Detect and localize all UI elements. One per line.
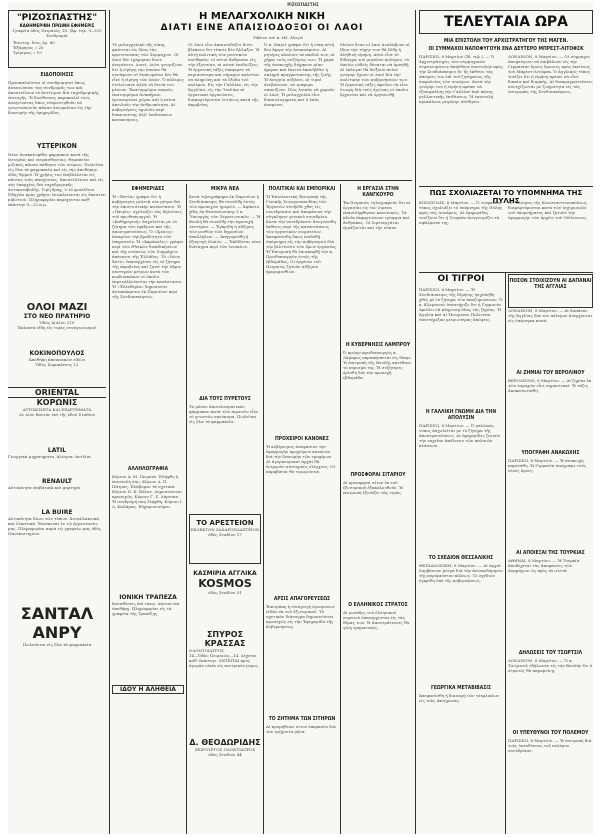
ad-anry: ΑΝΡΥ <box>32 623 82 642</box>
ad-koronis: ΚΟΡΩΝΙΣ <box>36 398 78 407</box>
right-sub2: ΟΙ ΣΥΜΜΑΧΟΙ ΝΑΠΟΦΥΓΟΥΝ ΕΝΑ ΔΕΥΤΕΡΟ ΜΠΡΕΣΤ-ΛΙΤΟΦΣΚ <box>428 46 584 52</box>
masthead-address: Γραφεῖα ὁδὸς Πειραιῶς 18. (Ἀρ. τηλ. 9—03) Συνδρομαὶ <box>12 28 102 38</box>
ad-spyros-krassas: ΣΠΥΡΟΣ ΚΡΑΣΣΑΣ <box>204 630 246 648</box>
ad-grafeio: ΚΟΚΙΝΟΠΟΥΛΟΣ <box>29 350 85 357</box>
middle-col-4: Η ΕΡΓΑΣΙΑ ΣΤΗΝ ΚΑΝΓΚΟΥΡΟ Ἐκ Πειραιῶς τηλεγραφοῦν ὅτι αἱ ἐργασίαι εἰς τὸν λιμένα ἐπανελήφθησαν κανονικῶς. Τὰ πλοῖα ἐκφορτώνουν τρόφιμα καὶ ἄνθρακας. Οἱ λιμενεργάται ἐργάζονται καὶ τὴν νύκτα. Η ΚΥΒΕΡΝΗΣΙΣ ΛΑΜΠΡΟΥ Ὁ πρώην πρωθυπουργὸς κ. Λάμπρος παραπέμπεται εἰς δίκην. Ἡ ἐπιτροπὴ τῆς Βουλῆς κατέθεσε τὸ πόρισμά της. Ἡ συζήτησις ὁρίσθη διὰ τὴν προσεχῆ ἑβδομάδα. ΠΡΟΣΦΟΡΑΙ ΣΙΤΑΡΙΟΥ Αἱ προσφοραὶ σίτου ἐκ τοῦ ἐξωτερικοῦ ἐξακολουθοῦν. Ἡ ἐπιτροπὴ ἐξετάζει τὰς τιμάς. Ο ΕΛΛΗΝΙΚΟΣ ΣΤΡΑΤΟΣ Αἱ μονάδες τοῦ ἑλληνικοῦ στρατοῦ ἐπανέρχονται εἰς τὰς ἕδρας των. Ἡ ἀποστράτευσις θὰ γίνῃ τμηματικῶς. <box>343 186 412 630</box>
ad-kasmiria: ΚΑΣΜΙΡΙΑ ΑΓΓΛΙΚΑ <box>193 570 257 577</box>
ad-oriental: ORIENTAL <box>8 387 106 398</box>
section-efimerides: ΕΦΗΜΕΡΙΔΕΣ <box>131 186 165 192</box>
right-sub1: ΜΙΑ ΕΠΙΣΤΟΛΗ ΤΟΥ ΑΡΧΙΣΤΡΑΤΗΓΟΥ ΤΗΣ ΜΑΓΕΝ. <box>443 38 569 44</box>
masthead-subtitle: ΚΑΘΗΜΕΡΙΝΗ ΠΡΩΙΝΗ ΕΦΗΜΕΡΙΣ <box>19 23 95 28</box>
lead-subheadline: ΔΙΑΤΙ ΕΙΝΕ ΑΠΑΙΣΙΟΔΟΞΟΙ ΟΙ ΛΑΟΙ <box>160 23 364 33</box>
lead-col-1: Τὸ μελαγχολικὸ τῆς νίκης φαίνεται εἰς ὅλας τὰς πρωτευούσας τῶν Συμμάχων. Οἱ λαοὶ δὲν ἐχάρησαν ὅσον ἀνεμένετο. Διατί; Διότι γνωρίζουν ὅτι ἡ εἰρήνη τὴν ὁποίαν θὰ συνάψουν οἱ διπλωμάται δὲν θὰ εἶνε ἡ εἰρήνη τῶν λαῶν. Ὁ πόλεμος ἐτελείωσεν ἀλλὰ τὰ δεινὰ του μένουν. Ἑκατομμύρια νεκρῶν, ἑκατομμύρια ἀναπήρων, ἐρειπωμέναι χῶραι καὶ ἡ πείνα ἀπειλοῦν τὴν ἀνθρωπότητα. Αἱ κυβερνήσεις ὁμιλοῦν περὶ δικαιοσύνης ἀλλ' ἐπιδιώκουν κατακτήσεις. <box>112 42 184 122</box>
section-mikra-nea: ΜΙΚΡΑ ΝΕΑ <box>210 186 240 192</box>
middle-col-3: ΠΟΛΙΤΙΚΑΙ ΚΑΙ ΕΜΠΟΡΙΚΑΙ Ἡ Ἐκτελεστικὴ Ἐπιτροπὴ τῆς Γενικῆς Συνομοσπονδίας τῶν Ἐργατῶν συνῆλθε χθὲς εἰς συνεδρίασιν καὶ ἀπεφάσισε τὴν σύγκλησιν γενικοῦ συνεδρίου. Κατὰ τὴν συνεδρίασιν ἀνεγνώσθη ἔκθεσις περὶ τῆς καταστάσεως τῶν ἐργατικῶν σωματείων. Ἀπεφασίσθη ὅπως ἐπιδοθῇ ὑπόμνημα εἰς τὴν κυβέρνησιν διὰ τὴν βελτίωσιν τῶν ὅρων ἐργασίας. Ἡ Ἐπιτροπὴ θὰ ἐπισκεφθῇ τὸν κ. Πρωθυπουργὸν ἐντὸς τῆς ἑβδομάδος. Οἱ ἐργάται τοῦ Πειραιῶς ζητοῦν αὔξησιν ἡμερομισθίων. ΠΡΟΧΕΙΡΟΙ ΚΑΝΟΝΕΣ Ἡ κυβέρνησις ἀπεφάσισε τὴν ἐφαρμογὴν προχείρων κανόνων διὰ τὴν διανομὴν τῶν τροφίμων. Αἱ ἀγορανομικαὶ ἀρχαὶ θὰ ἐνεργοῦν αὐστηροὺς ἐλέγχους. Οἱ παραβάται θὰ τιμωρῶνται. ΑΡΣΙΣ ΑΠΑΓΟΡΕΥΣΕΩΣ Ἐπετράπη ἡ εἰσαγωγὴ ὡρισμένων εἰδῶν ἐκ τοῦ ἐξωτερικοῦ. Τὸ σχετικὸν διάταγμα δημοσιεύεται προσεχῶς εἰς τὴν Ἐφημερίδα τῆς Κυβερνήσεως. ΤΟ ΖΗΤΗΜΑ ΤΩΝ ΣΙΤΗΡΩΝ Αἱ προμήθειαι σίτου ἐπαρκοῦν διὰ τὸν τρέχοντα μῆνα. <box>266 186 338 734</box>
right-sec-tigroi: ΟΙ ΤΙΓΡΟΙ <box>437 274 485 284</box>
right-top-col-1: ΠΑΡΙΣΙΟΙ, 8 Μαρτίου (Ἰδ. τηλ.). — Ὁ ἀρχιστράτηγος τῶν συμμαχικῶν στρατευμάτων ἀπηύθυνε ἐπιστολὴν πρὸς τὴν Συνδιάσκεψιν δι' ἧς ἐκθέτει τὰς ἀπόψεις του ἐπὶ τοῦ ζητήματος τῆς ἀσφαλείας τῶν συνόρων. Κατὰ τὴν γνώμην του ἡ εἰρήνη πρέπει νὰ ἐξασφαλίσῃ τὴν Γαλλίαν ἀπὸ πάσης μελλοντικῆς ἐπιθέσεως. Ἡ ἐπιστολὴ προκάλεσε μεγάλην αἴσθησιν. <box>419 54 503 104</box>
ad-renault: RENAULT <box>42 478 72 485</box>
newspaper-page <box>8 2 593 834</box>
right-lower-col-1: ΠΑΡΙΣΙΟΙ, 8 Μαρτίου. — Ἡ Συνδιάσκεψις τῆς Εἰρήνης ἠσχολήθη χθὲς μὲ τὸ ζήτημα τῶν ἀποζημιώσεων. Ὁ κ. Κλεμανσὼ ὑπεστήριξε ὅτι ἡ Γερμανία ὀφείλει νὰ πληρώσῃ ὅλας τὰς ζημίας. Ἡ Ἀγγλία καὶ αἱ Ἡνωμέναι Πολιτεῖαι ὑπεστήριξαν μετριωτέρας ἀπόψεις. Η ΓΑΛΛΙΚΗ ΓΝΩΜΗ ΔΙΑ ΤΗΝ ΑΠΟΛΥΣΙΝ ΠΑΡΙΣΙΟΙ, 8 Μαρτίου. — Ὁ γαλλικὸς τύπος ἀσχολεῖται μὲ τὸ ζήτημα τῆς ἀποστρατεύσεως. Αἱ ἐφημερίδες ζητοῦν τὴν ταχεῖαν ἀπόλυσιν τῶν παλαιῶν κλάσεων. ΤΟ ΣΧΕΔΙΟΝ ΘΕΣΣΑΛΙΚΗΣ ΘΕΣΣΑΛΟΝΙΚΗ, 8 Μαρτίου. — Αἱ ἀρχαὶ λαμβάνουν μέτρα διὰ τὴν ἀνοικοδόμησιν τῆς πυρικαύστου πόλεως. Τὸ σχέδιον ἐγκρίθη ὑπὸ τῆς κυβερνήσεως. ΓΕΩΡΓΙΚΑ ΜΕΤΑΒΙΒΑΣΙΣ Ἀπεφασίσθη ἡ διανομὴ τῶν τσιφλικίων εἰς τοὺς ἀκτήμονας. <box>419 287 503 703</box>
section-politikai: ΠΟΛΙΤΙΚΑΙ ΚΑΙ ΕΜΠΟΡΙΚΑΙ <box>268 186 336 192</box>
right-sec-anakochi: ΥΠΟΓΡΑΦΗ ΑΝΑΚΩΧΗΣ <box>521 450 580 456</box>
right-sec-zimiai: ΑΙ ΖΗΜΙΑΙ ΤΟΥ ΒΕΡΟΛΙΝΟΥ <box>516 370 585 376</box>
ad-pratirio: ΣΤΟ ΝΕΟ ΠΡΑΤΗΡΙΟ <box>23 313 91 320</box>
right-sec-ypeythynoi: ΟΙ ΥΠΕΥΘΥΝΟΙ ΤΟΥ ΠΟΛΕΜΟΥ <box>512 730 589 736</box>
lead-byline: Τάδεια τοῦ κ. Ηλ. Μαγιέ <box>252 35 304 40</box>
right-headline-3: Η ΓΑΛΛΙΚΗ ΓΝΩΜΗ ΔΙΑ ΤΗΝ ΑΠΟΛΥΣΙΝ <box>425 409 497 421</box>
right-top-col-2: ΛΟΝΔΙΝΟΝ, 8 Μαρτίου. — Οἱ σύμμαχοι ἀποφεύγουν νὰ ἐπιβάλουν εἰς τὴν Γερμανίαν ὅρους ὅμοιους πρὸς ἐκείνους τοῦ Μπρέστ-Λιτόφσκ. Ὁ ἀγγλικὸς τύπος τονίζει ὅτι ἡ εἰρήνη πρέπει νὰ εἶνε δικαία καὶ διαρκής. Αἱ διαπραγματεύσεις συνεχίζονται μὲ ζωηρότητα εἰς τὰς ἐπιτροπὰς τῆς Συνδιασκέψεως. <box>508 54 593 94</box>
lead-headline: Η ΜΕΛΑΓΧΟΛΙΚΗ ΝΙΚΗ <box>199 11 325 22</box>
ad-theodoridis: Δ. ΘΕΟΔΩΡΙΔΗΣ <box>189 738 261 747</box>
right-lower-col-2: ΠΟΣΟΝ ΣΤΟΙΧΙΖΟΥΝ ΑΙ ΔΑΠΑΝΑΙ ΤΗΣ ΑΓΓΛΙΑΣ ΛΟΝΔΙΝΟΝ, 8 Μαρτίου. — Αἱ δαπάναι τῆς Ἀγγλίας διὰ τὸν πόλεμον ἀνέρχονται εἰς ὑπέρογκα ποσά. ΑΙ ΖΗΜΙΑΙ ΤΟΥ ΒΕΡΟΛΙΝΟΥ ΒΕΡΟΛΙΝΟΝ, 8 Μαρτίου. — Αἱ ζημίαι ἐκ τῶν ταραχῶν εἶνε σημαντικαί. Ἡ τάξις ἀποκατεστάθη. ΥΠΟΓΡΑΦΗ ΑΝΑΚΩΧΗΣ ΠΑΡΙΣΙΟΙ, 8 Μαρτίου. — Ἡ ἀνακωχὴ παρετάθη. Ἡ Γερμανία ὑπέγραψε τοὺς νέους ὅρους. ΑΙ ΑΠΟΙΕΞΑΙ ΤΗΣ ΤΟΥΡΚΙΑΣ ΑΘΗΝΑΙ, 8 Μαρτίου. — Ἡ Τουρκία ἀποδέχεται τὰς ἀποφάσεις τῶν Συμμάχων ὡς πρὸς τὰ στενά. ΔΗΛΩΣΕΙΣ ΤΟΥ ΤΣΩΡΤΣΙΛ ΛΟΝΔΙΝΟΝ, 8 Μαρτίου. — Ὁ κ. Τσώρτσιλ ἐδήλωσεν εἰς τὴν Βουλὴν ὅτι ὁ στρατὸς θὰ παραμείνῃ. ΟΙ ΥΠΕΥΘΥΝΟΙ ΤΟΥ ΠΟΛΕΜΟΥ ΠΑΡΙΣΙΟΙ, 8 Μαρτίου. — Ἡ ἐπιτροπὴ διὰ τοὺς ὑπευθύνους τοῦ πολέμου συνεδρίασε. <box>508 274 593 834</box>
lead-col-3: Ὁ κ. Μαγιὲ γράφει ὅτι ἡ νίκη αὐτὴ δὲν ἔφερε τὴν ἀνακούφισιν. Αἱ μητέρες κλαίουν τὰ παιδιά των, αἱ χῆραι τοὺς συζύγους των. Ἡ χαρὰ τῆς ἀνακωχῆς διήρκεσε μίαν ἡμέραν καὶ ἔπειτα ἐπανῆλθεν ἡ σκληρὰ πραγματικότης τῆς ζωῆς. Ἡ ἀνεργία αὐξάνει, αἱ τιμαὶ ἀνεβαίνουν, τὰ τρόφιμα σπανίζουν. Πῶς λοιπὸν νὰ χαροῦν οἱ λαοί; Ἡ μελαγχολία εἶνε δικαιολογημένη καὶ ὁ λαὸς ἀναμένει. <box>264 42 335 107</box>
ad-oloi-mazi: ΟΛΟΙ ΜΑΖΙ <box>26 302 88 313</box>
right-headline-2: ΠΩΣ ΣΧΟΛΙΑΖΕΤΑΙ ΤΟ ΥΠΟΜΝΗΜΑ ΤΗΣ ΠΥΛΗΣ <box>429 189 583 205</box>
lead-col-2: Οἱ λαοὶ εἶνε ἀπαισιόδοξοι διότι βλέπουν ὅτι τίποτε δὲν ἤλλαξεν. Ἡ αὐτὴ πολιτικὴ τῶν μυστικῶν συνθηκῶν, οἱ αὐτοὶ ἄνθρωποι εἰς τὴν ἐξουσίαν, αἱ αὐταὶ ἐπιδιώξεις. Ἡ ἐργατικὴ τάξις ὑπέφερεν τὰ περισσότερα καὶ σήμερον καλεῖται νὰ πληρώσῃ καὶ τὰ ἔξοδα τοῦ πολέμου. Εἰς τὴν Γαλλίαν, εἰς τὴν Ἀγγλίαν, εἰς τὴν Ἰταλίαν αἱ ἐργατικαὶ ὀργανώσεις διαμαρτύρονται ἐντόνως κατὰ τῆς ἀκριβείας. <box>188 42 260 107</box>
right-sec-tourkia: ΑΙ ΑΠΟΙΕΞΑΙ ΤΗΣ ΤΟΥΡΚΙΑΣ <box>516 550 585 556</box>
ad-ionian-bank: ΙΟΝΙΚΗ ΤΡΑΠΕΖΑ <box>119 594 177 601</box>
masthead-title: "ΡΙΖΟΣΠΑΣΤΗΣ" <box>16 13 98 23</box>
right-headline-box <box>419 10 593 34</box>
right-sec-tsortsil: ΔΗΛΩΣΕΙΣ ΤΟΥ ΤΣΩΡΤΣΙΛ <box>518 650 583 656</box>
lead-col-4: Μόνον ὅταν οἱ λαοὶ ἀναλάβουν οἱ ἴδιοι τὴν τύχην των θὰ ἔλθῃ ἡ ἀληθινὴ εἰρήνη. Αὐτὸ εἶνε τὸ δίδαγμα τοῦ μεγάλου πολέμου, τὸ ὁποῖον οὐδεὶς δύναται νὰ ἀρνηθῇ. Αἱ ἐκλογαὶ θὰ δείξουν ποίαν γνώμην ἔχουν οἱ λαοὶ διὰ τὴν πολιτικὴν τῶν κυβερνήσεών των. Ἡ ἐργατικὴ τάξις ὀφείλει νὰ εἶνε ἕτοιμη διὰ τοὺς ἀγῶνας οἱ ὁποῖοι ἔρχονται καὶ νὰ ὀργανωθῇ. <box>340 42 410 97</box>
right-mid-col-2: Οἱ Ἕλληνες τῆς Κωνσταντινουπόλεως διαμαρτύρονται κατὰ τῶν ἰσχυρισμῶν τοῦ ὑπομνήματος καὶ ζητοῦν τὴν ἐφαρμογὴν τῶν ἀρχῶν τοῦ Οὐΐλσωνος. <box>508 200 588 220</box>
ad-aresteion: ΤΟ ΑΡΕΣΤΕΙΟΝ <box>196 519 254 527</box>
right-box-title: ΠΟΣΟΝ ΣΤΟΙΧΙΖΟΥΝ ΑΙ ΔΑΠΑΝΑΙ ΤΗΣ ΑΓΓΛΙΑΣ <box>509 278 592 290</box>
middle-col-1: ΕΦΗΜΕΡΙΔΕΣ Ἡ «Ἑστία» γράφει ὅτι ἡ κυβέρνησις μελετᾷ νέα μέτρα διὰ τὴν ἐπισιτιστικὴν κατάστασιν. Ἡ «Πατρὶς» σχολιάζει τὰς δηλώσεις τοῦ πρωθυπουργοῦ. Ἡ «Καθημερινὴ» ἀσχολεῖται μὲ τὸ ζήτημα τῶν ἐφέδρων καὶ τῆς ἀποστρατεύσεως. Ὁ «Χρόνος» ἐπικρίνει τὴν βραδύτητα τῶν ὑπηρεσιῶν. Ἡ «Ἀκρόπολις» γράφει περὶ τῶν ἐθνικῶν διεκδικήσεων καὶ τῆς στάσεως τῶν Συμμάχων ἀπέναντι τῆς Ἑλλάδος. Τὸ «Νέον Ἄστυ» ἐπανέρχεται εἰς τὸ ζήτημα τῆς ἀκριβείας καὶ ζητεῖ τὴν λῆψιν αὐστηρῶν μέτρων κατὰ τῶν κερδοσκόπων οἱ ὁποῖοι ἐκμεταλλεύονται τὴν κατάστασιν. Ἡ «Ἐλευθερία» δημοσιεύει ἀνταπόκρισιν ἐκ Παρισίων περὶ τῆς Συνδιασκέψεως. ΑΛΛΗΛΟΓΡΑΦΙΑ Κύριον Α. Μ. Πειραιᾶ. Ἐλήφθη ἡ ἐπιστολή σας. Κύριον Δ. Π. Πάτρας. Ἐλάβομεν τὰ σχετικά. Κύριον Ν. Κ. Βόλον. Δημοσιεύεται προσεχῶς. Κύριον Γ. Σ. Λάρισαν. Ἡ συνδρομή σας ἐλήφθη. Κύριον Ι. Λ. Καλάμας. Εὐχαριστοῦμεν. ΙΟΝΙΚΗ ΤΡΑΠΕΖΑ Καταθέσεις ἐπὶ τόκῳ. Δάνεια ἐπὶ ὑποθήκῃ. Πληροφορίαι εἰς τὰ γραφεῖα τῆς Τραπέζης. ΙΔΟΥ Η ΑΛΗΘΕΙΑ <box>112 186 184 693</box>
right-headline: ΤΕΛΕΥΤΑΙΑ ΩΡΑ <box>444 14 568 30</box>
ad-santal: ΣΑΝΤΑΛ <box>20 604 94 623</box>
section-eidopoiisis: ΕΙΔΟΠΟΙΗΣΙΣ <box>40 72 74 78</box>
right-mid-col-1: ΚΩΝ/ΠΟΛΙΣ, 8 Μαρτίου. — Ὁ τουρκικὸς τύπος σχολιάζει τὸ ὑπόμνημα τῆς Πύλης πρὸς τὰς Δυνάμεις. Αἱ ἐφημερίδες τονίζουν ὅτι ἡ Τουρκία ἀναγνωρίζει τὰ σφάλματά της. <box>419 200 503 225</box>
left-column: "ΡΙΖΟΣΠΑΣΤΗΣ" ΚΑΘΗΜΕΡΙΝΗ ΠΡΩΙΝΗ ΕΦΗΜΕΡΙΣ Γραφεῖα ὁδὸς Πειραιῶς 18. (Ἀρ. τηλ. 9—03) Συνδρομαὶ Ἐσωτερ. ἔτος Δρ. 40 Ἐξάμηνος » 20 Τρίμηνος » 10 ΕΙΔΟΠΟΙΗΣΙΣ Προσκαλοῦνται οἱ συνδρομηταὶ ὅπως ἀνανεώσουν τὰς συνδρομάς των καὶ ἀποστείλουν τὸ ἀντίτιμον διὰ ταχυδρομικῆς ἐπιταγῆς. Ἡ διεύθυνσις παρακαλεῖ τοὺς ἀναγνώστας ὅπως εὐαρεστηθοῦν νὰ γνωστοποιοῦν πᾶσαν ἀνωμαλίαν εἰς τὴν διανομήν τῆς ἐφημερίδος. ΥΣΤΕΡΙΚΟΝ Νέον ἀνακαλυφθὲν φάρμακον κατὰ τῆς ὑστερίας καὶ νευρασθενείας. Θεραπεύει ριζικῶς πᾶσαν πάθησιν τῶν νεύρων. Πωλεῖται εἰς ὅλα τὰ φαρμακεῖα καὶ εἰς τὴν ἀποθήκην ὁδὸς Ἑρμοῦ. Ἡ χρῆσις του ἐπιβάλλεται εἰς πάντας τοὺς πάσχοντας. Ἀποστέλλεται καὶ εἰς τὰς ἐπαρχίας διὰ ταχυδρομικῆς ἀντικαταβολῆς. Τιμὴ δραχ. 5 τὸ φιαλίδιον. Ὁδηγίαι πρὸς χρῆσιν ἐσωκλείονται εἰς ἕκαστον κιβώτιον. Πληροφορίαι παρέχονται καθ' ἑκάστην 9—12 π.μ. ΟΛΟΙ ΜΑΖΙ ΣΤΟ ΝΕΟ ΠΡΑΤΗΡΙΟ Ὁδὸς Αἰόλου 210 Ἐκλεκτὰ εἴδη εἰς τιμὰς συναγωνισμοῦ ΚΟΚΙΝΟΠΟΥΛΟΣ Ἀποθήκη ἀποικιακῶν εἰδῶν Ὁδὸς Σοφοκλέους 12 ORIENTAL ΚΟΡΩΝΙΣ ΑΥΤΟΚΙΝΗΤΑ ΚΑΙ ΕΞΑΡΤΗΜΑΤΑ Δὲ Διὸν Βουτόν ἐπὶ τῆς ὁδοῦ Σταδίου LATIL Γεωργικὰ μηχανήματα, ἀλέτρια, ἀντλίαι RENAULT Αὐτοκίνητα ἐπιβατικὰ καὶ φορτηγά LA BUIRE Αὐτοκίνητα ὅλων τῶν τύπων. Ἀνταλλακτικὰ καὶ ἐλαστικά. Ἐπισκευαὶ ἐν τῷ ἐργοστασίῳ μας. Πληροφορίαι παρὰ τῷ γραφείῳ μας ὁδὸς Πανεπιστημίου. ΣΑΝΤΑΛ ΑΝΡΥ Πωλοῦνται εἰς ὅλα τὰ φαρμακεῖα <box>8 2 106 834</box>
middle-col-2: ΜΙΚΡΑ ΝΕΑ Κατὰ τηλεγράφημα ἐκ Παρισίων ἡ Συνδιάσκεψις θὰ συνέλθῃ ἐντὸς τῶν προσεχῶν ἡμερῶν. — Ἀφίκετο χθὲς ἐκ Θεσσαλονίκης ὁ κ. Ὑπουργὸς τῶν Στρατιωτικῶν. — Ἡ Βουλὴ θὰ συνέλθῃ τὴν προσεχῆ Δευτέραν. — Ἐγκρίθη ἡ αὔξησις τῶν μισθῶν τῶν δημοσίων ὑπαλλήλων. — Ἀπηγορεύθη ἡ ἐξαγωγὴ ἐλαίου. — Ἐκδίδεται νέον διάταγμα περὶ τῶν ἐνοικίων. ΔΙΑ ΤΟΥΣ ΠΥΡΕΤΟΥΣ Τὸ μόνον ἀποτελεσματικὸν φάρμακον κατὰ τῶν πυρετῶν εἶνε τὸ γνωστὸν σκεύασμα. Πωλεῖται εἰς ὅλα τὰ φαρμακεῖα. ΤΟ ΑΡΕΣΤΕΙΟΝ ΕΚΛΕΚΤΟΝ ΖΑΧΑΡΟΠΛΑΣΤΕΙΟΝ ὁδὸς Σταδίου 17 ΚΑΣΜΙΡΙΑ ΑΓΓΛΙΚΑ KOSMOS ὁδὸς Σταδίου 31 ΣΠΥΡΟΣ ΚΡΑΣΣΑΣ ΟΔΟΝΤΟΙΑΤΡΟΣ 14—Ὁδὸς Πειραιῶς—14. Δέχεται καθ' ἑκάστην. ΖΗΤΕΙΤΑΙ πρὸς ἀγορὰν οἰκία εἰς κεντρικὸν μέρος. Δ. ΘΕΟΔΩΡΙΔΗΣ ΧΕΙΡΟΥΡΓΟΣ ΟΔΟΝΤΙΑΤΡΟΣ ὁδὸς Σταδίου 44 <box>189 186 261 757</box>
top-paper-name: ΡΙΖΟΣΠΑΣΤΗΣ <box>287 2 319 7</box>
masthead-box: "ΡΙΖΟΣΠΑΣΤΗΣ" ΚΑΘΗΜΕΡΙΝΗ ΠΡΩΙΝΗ ΕΦΗΜΕΡΙΣ Γραφεῖα ὁδὸς Πειραιῶς 18. (Ἀρ. τηλ. 9—03) Συνδρομαὶ Ἐσωτερ. ἔτος Δρ. 40 Ἐξάμηνος » 20 Τρίμηνος » 10 <box>8 10 106 68</box>
ad-kosmos: KOSMOS <box>198 577 252 590</box>
ad-idou-alitheia: ΙΔΟΥ Η ΑΛΗΘΕΙΑ <box>112 685 184 694</box>
section-ysterikon: ΥΣΤΕΡΙΚΟΝ <box>37 142 77 150</box>
ad-latil: LATIL <box>47 447 67 454</box>
ad-la-buire: LA BUIRE <box>41 509 73 516</box>
